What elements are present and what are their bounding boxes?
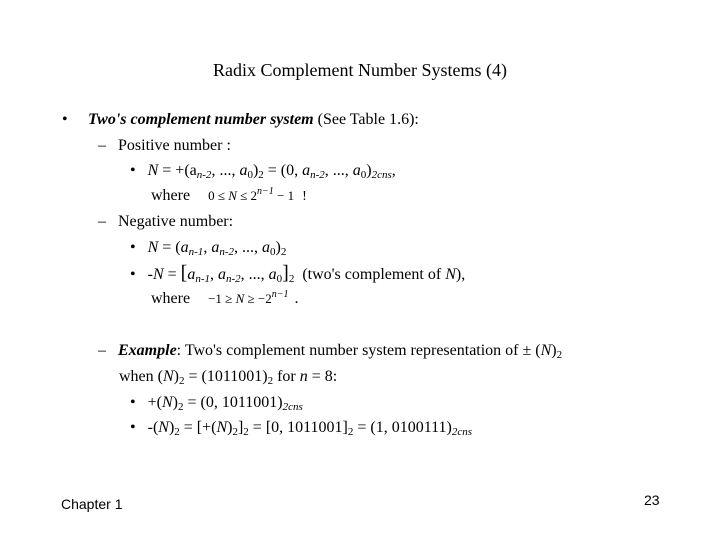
bullet-two-complement (88, 110, 419, 130)
dot-marker: • (130, 239, 136, 256)
positive-where: where $0 \le N \le 2^{n-1} - 1$ ! (151, 186, 307, 207)
example-item: – Example: Two's complement number system representation of ± $(N)_2$ (98, 342, 563, 361)
term-twos-complement: Two's complement number system (88, 111, 314, 128)
positive-formula: • $N = +(a_{n-2}$, ..., $a_0)_2 = (0$, $a_{n-2}$, ..., $a_0)_{2cns}$, (130, 162, 396, 181)
footer-page-number: 23 (644, 492, 660, 508)
example-condition: when $(N)_2 = (1011001)_2$ for n = 8: (119, 368, 338, 387)
footer-chapter: Chapter 1 (61, 496, 123, 512)
example-negative: • $-(N)_2 = [+(N)_2]_2 = [0$, $1011001]_2 = (1$, $0100111)_{2cns}$ (130, 419, 473, 438)
negative-number-item (98, 212, 233, 232)
bullet-marker: • (62, 111, 68, 128)
negative-where: where $-1 \ge N \ge -2^{n-1}$ . (151, 289, 299, 307)
dash-marker: – (98, 342, 106, 359)
dot-marker: • (130, 394, 136, 411)
dot-marker: • (130, 162, 136, 179)
negative-range-inequality: $-1 \ge N \ge -2^{n-1}$ . (208, 289, 299, 307)
table-ref: (See Table 1.6): (313, 111, 419, 128)
negative-label: Negative number: (118, 213, 234, 230)
dash-marker: – (98, 137, 106, 154)
positive-label: Positive number : (118, 137, 231, 154)
dash-marker: – (98, 213, 106, 230)
example-positive: • $+(N)_2 = (0$, $1011001)_{2cns}$ (130, 394, 303, 413)
dot-marker: • (130, 419, 136, 436)
example-label: Example (118, 342, 177, 359)
negative-formula-1: • $N = (a_{n-1}$, $a_{n-2}$, ..., $a_0)_2$ (130, 239, 287, 258)
slide-title: Radix Complement Number Systems (4) (213, 60, 507, 80)
negative-formula-2: • $-N = [a_{n-1}$, $a_{n-2}$, ..., $a_0]_2$ (two's complement of N), (130, 262, 466, 285)
dot-marker: • (130, 266, 136, 283)
positive-number-item (98, 136, 231, 156)
positive-range-inequality: $0 \le N \le 2^{n-1} - 1$ ! (208, 186, 307, 204)
